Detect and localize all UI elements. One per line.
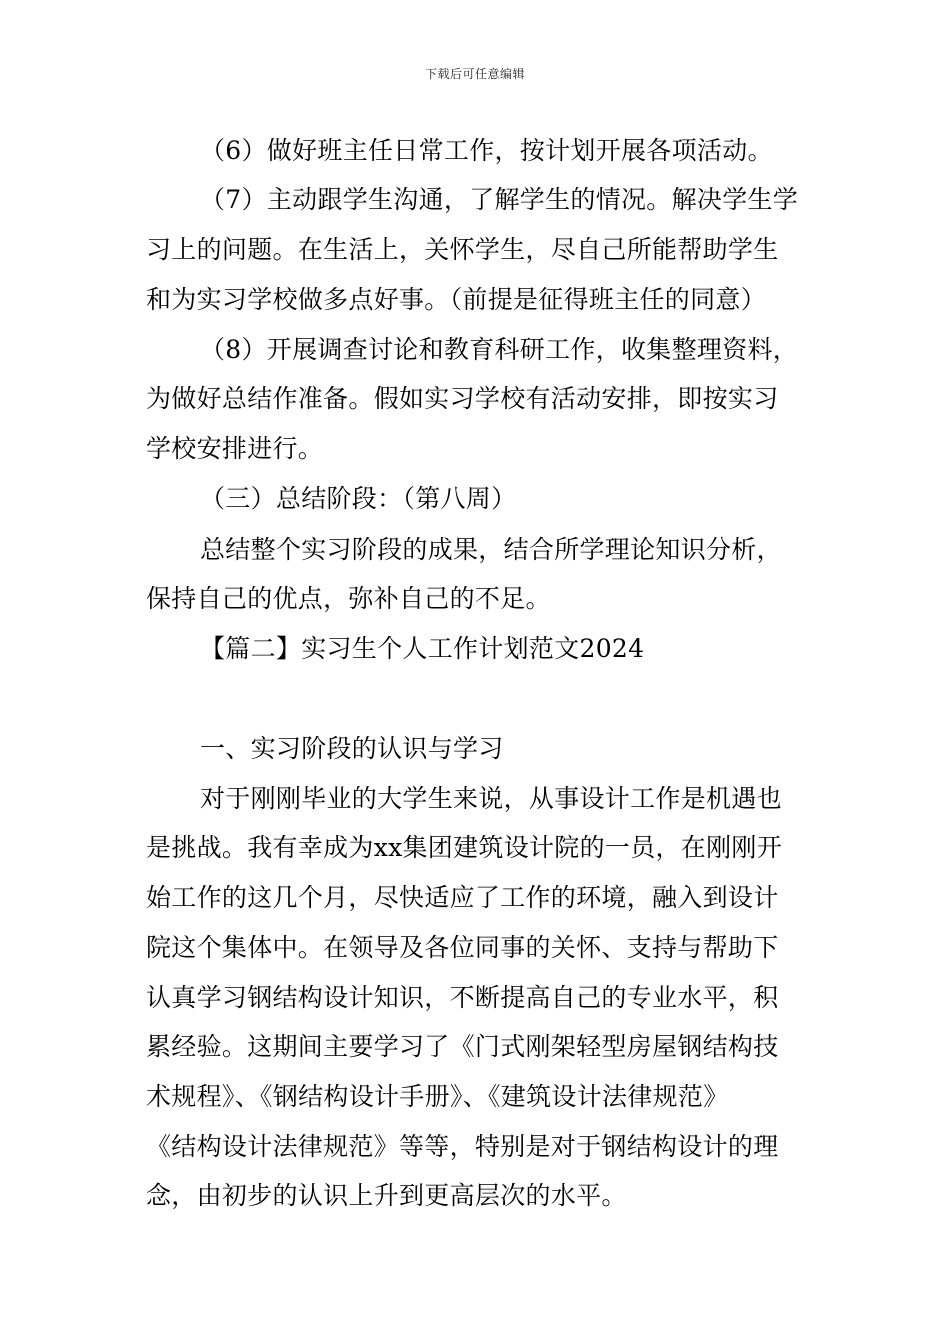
article-title: 【篇二】实习生个人工作计划范文2024	[200, 634, 645, 663]
paragraph-line: 总结整个实习阶段的成果，结合所学理论知识分析，	[200, 535, 782, 564]
paragraph-line: 院这个集体中。在领导及各位同事的关怀、支持与帮助下	[146, 933, 779, 962]
paragraph-line: 保持自己的优点，弥补自己的不足。	[146, 584, 551, 613]
paragraph-line: 学校安排进行。	[146, 434, 324, 463]
paragraph-line: 习上的问题。在生活上，关怀学生，尽自己所能帮助学生	[146, 235, 779, 264]
paragraph-line: 和为实习学校做多点好事。（前提是征得班主任的同意）	[146, 285, 767, 314]
paragraph-line: 术规程》、《钢结构设计手册》、《建筑设计法律规范》	[146, 1082, 729, 1111]
paragraph-line: 是挑战。我有幸成为xx集团建筑设计院的一员，在刚刚开	[146, 833, 783, 862]
section-heading: 一、实习阶段的认识与学习	[200, 734, 504, 763]
paragraph-line: （6）做好班主任日常工作，按计划开展各项活动。	[200, 136, 773, 165]
paragraph-line: 念，由初步的认识上升到更高层次的水平。	[146, 1181, 627, 1210]
paragraph-line: 始工作的这几个月，尽快适应了工作的环境，融入到设计	[146, 883, 779, 912]
paragraph-line: （8）开展调查讨论和教育科研工作，收集整理资料，	[200, 335, 799, 364]
page-header-note: 下载后可任意编辑	[424, 67, 525, 81]
paragraph-line: 对于刚刚毕业的大学生来说，从事设计工作是机遇也	[200, 784, 782, 813]
paragraph-line: 为做好总结作准备。假如实习学校有活动安排，即按实习	[146, 384, 779, 413]
paragraph-line: 认真学习钢结构设计知识，不断提高自己的专业水平，积	[146, 983, 779, 1012]
paragraph-line: （7）主动跟学生沟通，了解学生的情况。解决学生学	[200, 185, 799, 214]
paragraph-line: 累经验。这期间主要学习了《门式刚架轻型房屋钢结构技	[146, 1032, 779, 1061]
section-heading: （三）总结阶段：（第八周）	[200, 484, 517, 513]
paragraph-line: 《结构设计法律规范》等等，特别是对于钢结构设计的理	[146, 1132, 779, 1161]
